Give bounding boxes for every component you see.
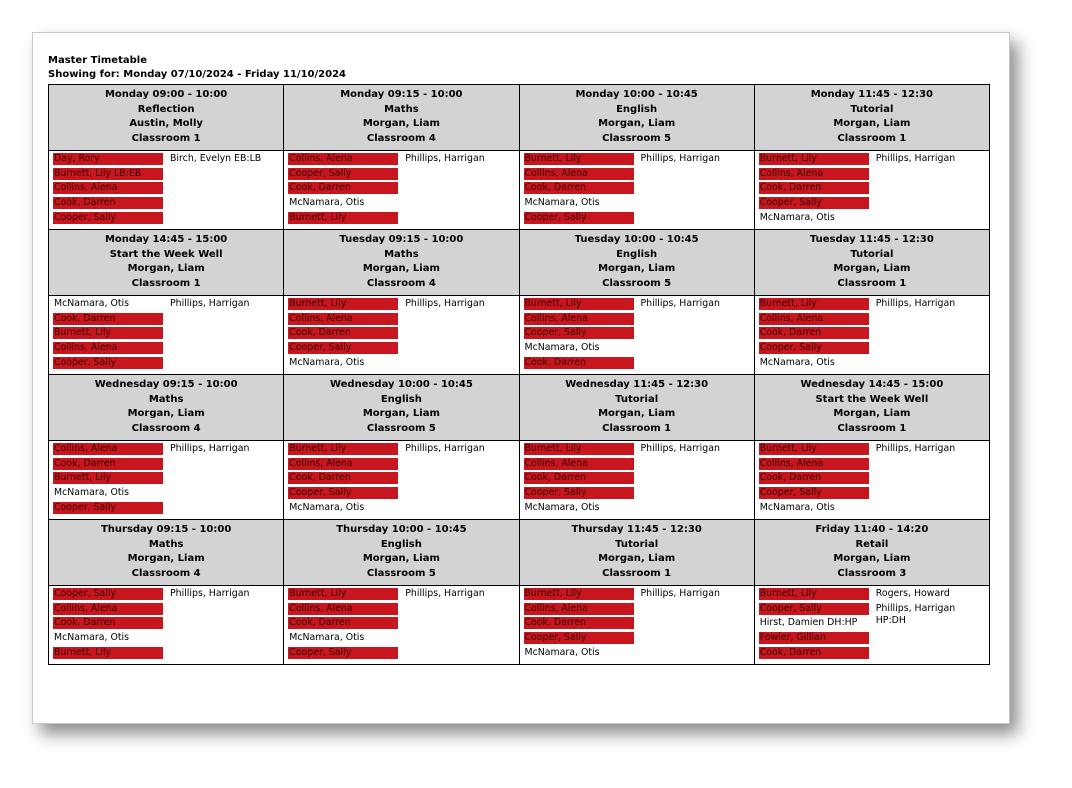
student-flagged: Cooper, Sally [53, 357, 163, 369]
lesson-time: Monday 09:15 - 10:00 [340, 89, 463, 100]
student-flagged: Collins, Alena [524, 168, 634, 180]
student-list [288, 153, 398, 226]
staff-member: Phillips, Harrigan [405, 588, 485, 599]
student-flagged: Cook, Darren [524, 472, 634, 484]
staff-list [641, 588, 751, 603]
lesson-room: Classroom 1 [837, 132, 907, 144]
student-list [759, 588, 869, 661]
student-flagged: Collins, Alena [524, 313, 634, 325]
lesson-room: Classroom 1 [602, 567, 672, 579]
student-flagged: Cook, Darren [759, 647, 869, 659]
student-flagged: Cook, Darren [759, 472, 869, 484]
student-flagged: Burnett, Lily [759, 298, 869, 310]
lesson-time: Wednesday 09:15 - 10:00 [94, 379, 238, 390]
lesson-teacher: Morgan, Liam [362, 118, 440, 130]
lesson-header-row [49, 520, 990, 586]
lesson-attendees [49, 296, 284, 375]
lesson-attendees [754, 586, 989, 665]
student-flagged: Burnett, Lily [759, 443, 869, 455]
lesson-room: Classroom 5 [602, 132, 672, 144]
student-flagged: Cooper, Sally [524, 327, 634, 339]
lesson-subject: English [380, 393, 422, 405]
student-flagged: Collins, Alena [759, 168, 869, 180]
staff-member: Phillips, Harrigan [170, 588, 250, 599]
lesson-header [754, 85, 989, 151]
lesson-time: Monday 09:00 - 10:00 [104, 89, 228, 100]
lesson-time: Thursday 10:00 - 10:45 [336, 524, 467, 535]
page-title: Master Timetable [48, 55, 147, 66]
lesson-teacher: Morgan, Liam [362, 553, 440, 565]
student-list [53, 588, 163, 661]
student-flagged: Collins, Alena [53, 182, 163, 194]
staff-list [876, 298, 986, 313]
student-flagged: Burnett, Lily [524, 298, 634, 310]
lesson-room: Classroom 3 [837, 567, 907, 579]
lesson-time: Tuesday 09:15 - 10:00 [339, 234, 464, 245]
student-flagged: Cook, Darren [524, 357, 634, 369]
staff-list [170, 153, 280, 168]
lesson-header [519, 520, 754, 586]
lesson-subject: Maths [384, 103, 419, 115]
staff-member: Phillips, Harrigan [405, 443, 485, 454]
lesson-attendees [754, 296, 989, 375]
lesson-attendees [519, 441, 754, 520]
student: McNamara, Otis [524, 501, 600, 513]
lesson-teacher: Morgan, Liam [127, 408, 205, 420]
student-flagged: Cooper, Sally [759, 197, 869, 209]
student-flagged: Burnett, Lily [288, 443, 398, 455]
lesson-room: Classroom 1 [837, 422, 907, 434]
lesson-time: Monday 14:45 - 15:00 [104, 234, 228, 245]
staff-member: Phillips, Harrigan [640, 298, 720, 309]
lesson-attendees [49, 586, 284, 665]
student-flagged: Cooper, Sally [288, 168, 398, 180]
staff-member: Phillips, Harrigan HP:DH [875, 602, 956, 626]
student-list [759, 153, 869, 226]
lesson-header [519, 230, 754, 296]
lesson-subject: Maths [384, 248, 419, 260]
student-list [53, 153, 163, 226]
student-flagged: Cook, Darren [524, 617, 634, 629]
lesson-header [754, 520, 989, 586]
lesson-attendees [284, 586, 519, 665]
student-flagged: Cooper, Sally [759, 487, 869, 499]
lesson-time: Monday 10:00 - 10:45 [575, 89, 698, 100]
lesson-teacher: Austin, Molly [129, 118, 203, 130]
student-flagged: Cooper, Sally [524, 487, 634, 499]
lesson-header [754, 375, 989, 441]
student-list [53, 298, 163, 371]
lesson-header-row [49, 230, 990, 296]
staff-list [876, 153, 986, 168]
student-flagged: Cooper, Sally [524, 212, 634, 224]
student: McNamara, Otis [524, 646, 600, 658]
staff-list [170, 443, 280, 458]
staff-member: Rogers, Howard [875, 588, 950, 599]
staff-member: Phillips, Harrigan [875, 153, 956, 164]
student-flagged: Cooper, Sally [53, 588, 163, 600]
lesson-room: Classroom 4 [366, 277, 436, 289]
lesson-header [49, 520, 284, 586]
lesson-time: Friday 11:40 - 14:20 [815, 524, 929, 535]
staff-list [876, 443, 986, 458]
student: McNamara, Otis [54, 632, 129, 644]
lesson-subject: English [616, 103, 658, 115]
student-flagged: Cook, Darren [524, 182, 634, 194]
student-flagged: Cook, Darren [288, 182, 398, 194]
student-flagged: Burnett, Lily [288, 298, 398, 310]
lesson-subject: Reflection [137, 103, 195, 115]
staff-member: Phillips, Harrigan [405, 298, 485, 309]
staff-member: Phillips, Harrigan [170, 443, 250, 454]
staff-member: Phillips, Harrigan [640, 153, 720, 164]
staff-member: Phillips, Harrigan [405, 153, 485, 164]
student-flagged: Collins, Alena [524, 603, 634, 615]
staff-member: Phillips, Harrigan [875, 443, 956, 454]
lesson-subject: Maths [148, 393, 184, 405]
student: McNamara, Otis [289, 197, 365, 209]
lesson-room: Classroom 5 [366, 422, 436, 434]
student-flagged: Cooper, Sally [759, 603, 869, 615]
lesson-subject: Maths [148, 538, 184, 550]
lesson-header [519, 85, 754, 151]
staff-member: Birch, Evelyn EB:LB [170, 153, 262, 164]
student: Hirst, Damien DH:HP [759, 617, 858, 629]
lesson-time: Tuesday 10:00 - 10:45 [574, 234, 699, 245]
lesson-subject: English [616, 248, 658, 260]
lesson-room: Classroom 5 [602, 277, 672, 289]
student-flagged: Burnett, Lily [53, 327, 163, 339]
student: McNamara, Otis [54, 487, 129, 499]
lesson-teacher: Morgan, Liam [833, 263, 911, 275]
lesson-teacher: Morgan, Liam [362, 408, 440, 420]
student-flagged: Collins, Alena [288, 458, 398, 470]
lesson-subject: Start the Week Well [109, 248, 223, 260]
lesson-subject: English [380, 538, 422, 550]
lesson-room: Classroom 1 [131, 132, 201, 144]
lesson-header [49, 230, 284, 296]
lesson-room: Classroom 5 [366, 567, 436, 579]
student-list [288, 443, 398, 516]
student-flagged: Collins, Alena [53, 603, 163, 615]
student-flagged: Cook, Darren [288, 617, 398, 629]
lesson-attendees [519, 296, 754, 375]
lesson-attendees [284, 151, 519, 230]
lesson-subject: Tutorial [615, 393, 659, 405]
lesson-room: Classroom 1 [131, 277, 201, 289]
student: McNamara, Otis [289, 356, 365, 368]
staff-list [876, 588, 986, 629]
lesson-header [519, 375, 754, 441]
student-flagged: Cooper, Sally [53, 502, 163, 514]
staff-list [641, 443, 751, 458]
staff-list [170, 298, 280, 313]
student-list [524, 443, 634, 516]
lesson-body-row [49, 296, 990, 375]
student-flagged: Cooper, Sally [524, 632, 634, 644]
staff-member: Phillips, Harrigan [170, 298, 250, 309]
lesson-header-row [49, 375, 990, 441]
lesson-body-row [49, 586, 990, 665]
student-flagged: Cooper, Sally [759, 342, 869, 354]
student-flagged: Burnett, Lily [524, 153, 634, 165]
staff-list [405, 298, 515, 313]
lesson-header [49, 85, 284, 151]
student-flagged: Cook, Darren [759, 182, 869, 194]
lesson-body-row [49, 441, 990, 520]
lesson-teacher: Morgan, Liam [833, 553, 911, 565]
lesson-room: Classroom 4 [131, 422, 201, 434]
student-list [288, 588, 398, 661]
student-flagged: Collins, Alena [759, 313, 869, 325]
lesson-time: Wednesday 14:45 - 15:00 [800, 379, 944, 390]
timetable-page [32, 32, 1010, 724]
lesson-attendees [284, 441, 519, 520]
lesson-attendees [49, 151, 284, 230]
timetable-grid [48, 84, 990, 665]
lesson-header [284, 85, 519, 151]
lesson-time: Tuesday 11:45 - 12:30 [809, 234, 934, 245]
page-heading [48, 54, 346, 82]
student-flagged: Burnett, Lily [288, 212, 398, 224]
student-list [759, 443, 869, 516]
student-flagged: Burnett, Lily [53, 647, 163, 659]
student: McNamara, Otis [524, 342, 600, 354]
lesson-teacher: Morgan, Liam [127, 553, 205, 565]
student-flagged: Cooper, Sally [288, 342, 398, 354]
student-flagged: Cook, Darren [53, 313, 163, 325]
student-flagged: Burnett, Lily [524, 588, 634, 600]
student-flagged: Collins, Alena [53, 443, 163, 455]
lesson-body-row [49, 151, 990, 230]
student-flagged: Cooper, Sally [53, 212, 163, 224]
student-flagged: Collins, Alena [288, 153, 398, 165]
student-flagged: Burnett, Lily [524, 443, 634, 455]
student-flagged: Burnett, Lily [759, 153, 869, 165]
staff-member: Phillips, Harrigan [640, 588, 720, 599]
staff-list [641, 298, 751, 313]
lesson-attendees [519, 586, 754, 665]
staff-list [405, 153, 515, 168]
staff-list [170, 588, 280, 603]
student-flagged: Day, Rory [53, 153, 163, 165]
student: McNamara, Otis [759, 356, 835, 368]
staff-list [641, 153, 751, 168]
lesson-header [284, 375, 519, 441]
lesson-header-row [49, 85, 990, 151]
lesson-header [49, 375, 284, 441]
lesson-teacher: Morgan, Liam [127, 263, 205, 275]
student-flagged: Cook, Darren [53, 458, 163, 470]
staff-list [405, 443, 515, 458]
student-flagged: Cook, Darren [759, 327, 869, 339]
lesson-teacher: Morgan, Liam [833, 118, 911, 130]
student-list [53, 443, 163, 516]
lesson-attendees [519, 151, 754, 230]
lesson-room: Classroom 1 [837, 277, 907, 289]
student-flagged: Burnett, Lily [53, 472, 163, 484]
lesson-header [284, 520, 519, 586]
lesson-time: Thursday 09:15 - 10:00 [100, 524, 232, 535]
lesson-teacher: Morgan, Liam [598, 263, 676, 275]
lesson-subject: Tutorial [850, 248, 894, 260]
lesson-teacher: Morgan, Liam [598, 118, 676, 130]
student-list [288, 298, 398, 371]
staff-member: Phillips, Harrigan [640, 443, 720, 454]
lesson-room: Classroom 1 [602, 422, 672, 434]
lesson-subject: Retail [855, 538, 889, 550]
student-flagged: Fowler, Gillian [759, 632, 869, 644]
student: McNamara, Otis [289, 632, 365, 644]
lesson-teacher: Morgan, Liam [833, 408, 911, 420]
lesson-time: Thursday 11:45 - 12:30 [571, 524, 702, 535]
student-flagged: Burnett, Lily [759, 588, 869, 600]
lesson-teacher: Morgan, Liam [362, 263, 440, 275]
lesson-time: Wednesday 11:45 - 12:30 [565, 379, 709, 390]
student-flagged: Burnett, Lily [288, 588, 398, 600]
student-list [524, 588, 634, 661]
student-flagged: Burnett, Lily LB:EB [53, 168, 163, 180]
page-subtitle: Showing for: Monday 07/10/2024 - Friday 11/10/2024 [48, 69, 346, 80]
lesson-teacher: Morgan, Liam [598, 553, 676, 565]
student-flagged: Cook, Darren [53, 197, 163, 209]
lesson-attendees [284, 296, 519, 375]
student: McNamara, Otis [54, 298, 129, 309]
student-flagged: Collins, Alena [288, 603, 398, 615]
student-flagged: Collins, Alena [53, 342, 163, 354]
student-flagged: Cook, Darren [53, 617, 163, 629]
lesson-subject: Tutorial [850, 103, 894, 115]
student-flagged: Cooper, Sally [288, 487, 398, 499]
lesson-attendees [49, 441, 284, 520]
student: McNamara, Otis [289, 501, 365, 513]
lesson-subject: Start the Week Well [815, 393, 929, 405]
student: McNamara, Otis [524, 197, 600, 209]
lesson-header [754, 230, 989, 296]
student-flagged: Collins, Alena [288, 313, 398, 325]
lesson-room: Classroom 4 [366, 132, 436, 144]
lesson-teacher: Morgan, Liam [598, 408, 676, 420]
student-flagged: Collins, Alena [524, 458, 634, 470]
staff-list [405, 588, 515, 603]
student-list [524, 153, 634, 226]
lesson-time: Wednesday 10:00 - 10:45 [329, 379, 473, 390]
lesson-time: Monday 11:45 - 12:30 [810, 89, 934, 100]
lesson-attendees [754, 441, 989, 520]
staff-member: Phillips, Harrigan [875, 298, 956, 309]
lesson-attendees [754, 151, 989, 230]
student-list [524, 298, 634, 371]
lesson-subject: Tutorial [615, 538, 659, 550]
student: McNamara, Otis [759, 501, 835, 513]
student-list [759, 298, 869, 371]
student-flagged: Collins, Alena [759, 458, 869, 470]
lesson-header [284, 230, 519, 296]
student: McNamara, Otis [759, 211, 835, 223]
student-flagged: Cook, Darren [288, 327, 398, 339]
student-flagged: Cook, Darren [288, 472, 398, 484]
student-flagged: Cooper, Sally [288, 647, 398, 659]
lesson-room: Classroom 4 [131, 567, 201, 579]
